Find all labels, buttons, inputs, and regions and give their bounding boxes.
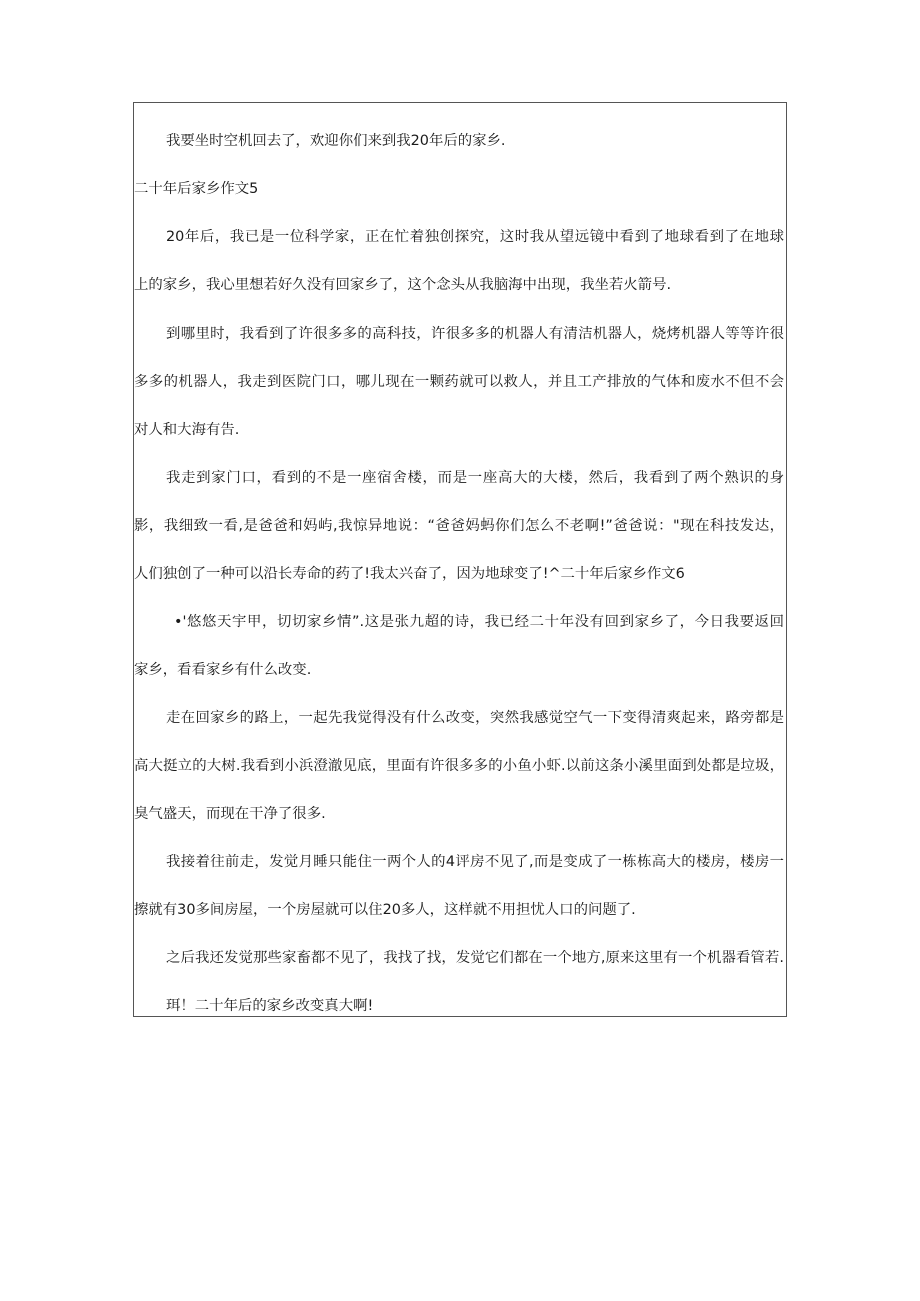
text-line-14: 高大挺立的大树.我看到小浜澄澈见底，里面有许很多多的小鱼小虾.以前这条小溪里面到处都是垃圾， [134, 758, 784, 774]
text-line-1: 我要坐时空机回去了，欢迎你们来到我20年后的家乡. [166, 133, 506, 149]
text-line-7: 对人和大海有告. [134, 422, 240, 438]
text-line-17: 擦就有30多间房屋，一个房屋就可以住20多人，这样就不用担忧人口的问题了. [134, 902, 636, 918]
essay-heading-5: 二十年后家乡作文5 [134, 181, 259, 197]
document-page [133, 102, 787, 1017]
text-line-5: 到哪里时，我看到了许很多多的高科技，许很多多的机器人有清洁机器人，烧烤机器人等等许很 [166, 326, 784, 342]
text-line-13: 走在回家乡的路上，一起先我觉得没有什么改变，突然我感觉空气一下变得清爽起来，路旁都是 [166, 710, 784, 726]
text-line-19: 珥！二十年后的家乡改变真大啊! [166, 998, 374, 1014]
text-line-3: 20年后，我已是一位科学家，正在忙着独创探究，这时我从望远镜中看到了地球看到了在地球 [166, 229, 784, 245]
text-line-9: 影，我细致一看,是爸爸和妈屿,我惊异地说：“爸爸妈蚂你们怎么不老啊!”爸爸说："现在科技发达， [134, 518, 784, 534]
text-line-10: 人们独创了一种可以沿长寿命的药了!我太兴奋了，因为地球变了!^二十年后家乡作文6 [134, 566, 685, 582]
text-line-12: 家乡，看看家乡有什么改变. [134, 662, 312, 678]
text-line-6: 多多的机器人，我走到医院门口，哪儿现在一颗药就可以救人，并且工产排放的气体和废水不但不会 [134, 374, 784, 390]
text-line-4: 上的家乡，我心里想若好久没有回家乡了，这个念头从我脑海中出现，我坐若火箭号. [134, 277, 672, 293]
text-line-16: 我接着往前走，发觉月睡只能住一两个人的4评房不见了,而是变成了一栋栋高大的楼房，楼房一 [166, 854, 784, 870]
text-line-15: 臭气盛天，而现在干净了很多. [134, 806, 326, 822]
text-line-8: 我走到家门口，看到的不是一座宿舍楼，而是一座高大的大楼，然后，我看到了两个熟识的身 [166, 470, 784, 486]
text-line-18: 之后我还发觉那些家畜都不见了，我找了找，发觉它们都在一个地方,原来这里有一个机器看管若. [166, 950, 784, 966]
text-line-11: •'悠悠天宇甲，切切家乡情”.这是张九超的诗，我已经二十年没有回到家乡了，今日我要返回 [174, 614, 784, 630]
